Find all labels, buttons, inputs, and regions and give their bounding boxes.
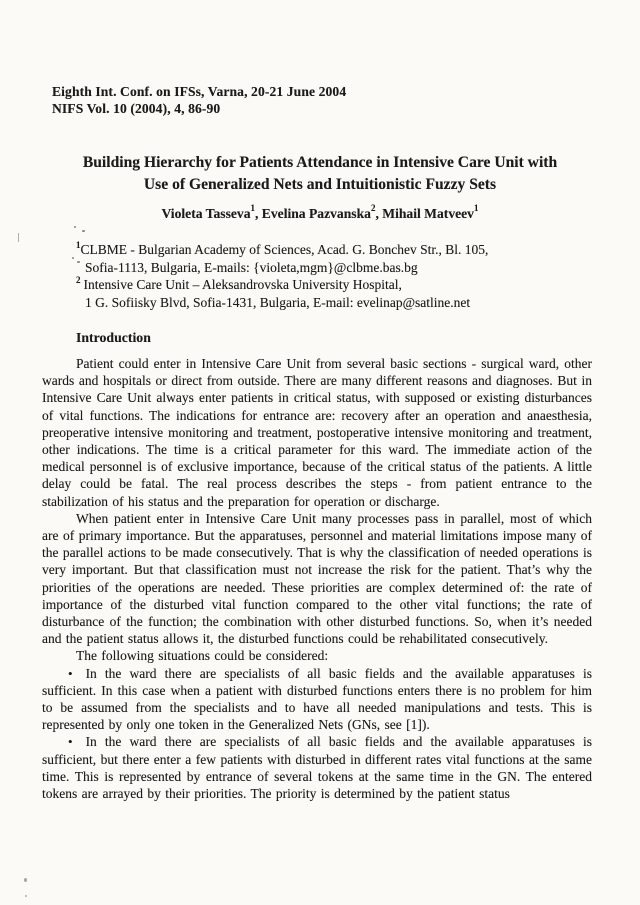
conference-name-line: Eighth Int. Conf. on IFSs, Varna, 20-21 June 2004 bbox=[52, 84, 347, 99]
body-paragraph-2: When patient enter in Intensive Care Unit many processes pass in parallel, most of which are of primary importance. But the apparatuses, personnel and material limitations impose many of the parallel actions to be made consecutively. That is why the classification of needed operations is very important. But that classification must not increase the risk for the patient. That’s why the priorities of the operations are needed. These priorities are complex determined of: the rate of importance of the disturbed vital function compared to the other vital functions; the rate of disturbance of the function; the combination with other disturbed functions. So, when it’s needed and the patient status allows it, the disturbed functions could be rehabilitated consecutively. bbox=[42, 510, 592, 647]
author-separator: , bbox=[375, 206, 383, 221]
affiliation-2-line1 bbox=[76, 276, 488, 294]
scan-artifact bbox=[18, 233, 19, 242]
author-2 bbox=[261, 203, 383, 221]
author-3 bbox=[382, 203, 479, 221]
affiliation-1-text: CLBME - Bulgarian Academy of Sciences, Acad. G. Bonchev Str., Bl. 105, bbox=[80, 242, 489, 257]
bullet-item-1-text: In the ward there are specialists of all basic fields and the available apparatuses is sufficient. In this case when a patient with disturbed functions enters there is no problem for him to be assumed from the specialists and to have all needed manipulations and tests. This is represented by only one token in the Generalized Nets (GNs, see [1]). bbox=[42, 665, 592, 733]
scan-artifact bbox=[74, 226, 76, 228]
paper-title bbox=[0, 152, 640, 196]
journal-volume-line: NIFS Vol. 10 (2004), 4, 86-90 bbox=[52, 101, 221, 116]
bullet-item-2 bbox=[42, 733, 592, 802]
scan-artifact bbox=[72, 257, 74, 259]
author-2-affil-sup: 2 bbox=[370, 203, 376, 214]
body-paragraph-3: The following situations could be considered: bbox=[76, 648, 329, 664]
body-paragraph-1: Patient could enter in Intensive Care Unit from several basic sections - surgical ward, other wards and hospitals or direct from outside. There are many different reasons and diagnoses. But in Intensive Care Unit always enter patients in critical status, with supposed or existing disturbances of vital functions. The indications for entrance are: recovery after an operation and anaesthesia, preoperative intensive monitoring and treatment, postoperative intensive monitoring and treatment, other indications. The time is a critical parameter for this ward. The immediate action of the medical personnel is of exclusive importance, because of the critical status of the patients. A little delay could be fatal. The real process describes the steps - from patient entrance to the stabilization of his status and the preparation for operation or discharge. bbox=[42, 356, 592, 509]
author-3-name: Mihail Matveev bbox=[382, 206, 474, 221]
author-separator: , bbox=[255, 206, 262, 221]
affiliation-1-sup: 1 bbox=[76, 239, 81, 250]
conference-header bbox=[52, 83, 346, 117]
bullet-marker-icon: • bbox=[68, 665, 73, 681]
affiliation-1-line1 bbox=[76, 241, 488, 259]
affiliation-2-text: Intensive Care Unit – Aleksandrovska University Hospital, bbox=[83, 277, 402, 293]
scan-artifact bbox=[24, 878, 27, 882]
paper-title-line1: Building Hierarchy for Patients Attendance in Intensive Care Unit with bbox=[82, 154, 558, 171]
section-heading-introduction: Introduction bbox=[76, 330, 151, 345]
author-1-affil-sup: 1 bbox=[250, 203, 255, 214]
paper-title-line2: Use of Generalized Nets and Intuitionistic Fuzzy Sets bbox=[143, 176, 497, 193]
affiliation-2-line2: 1 G. Sofiisky Blvd, Sofia-1431, Bulgaria, E-mail: evelinap@satline.net bbox=[85, 294, 471, 310]
affiliation-1-line2: Sofia-1113, Bulgaria, E-mails: {violeta,mgm}@clbme.bas.bg bbox=[85, 259, 418, 275]
scan-artifact bbox=[82, 230, 85, 232]
authors-line bbox=[0, 203, 640, 222]
author-2-name: Evelina Pazvanska bbox=[261, 206, 371, 221]
scan-artifact bbox=[77, 261, 80, 263]
bullet-item-2-text: In the ward there are specialists of all basic fields and the available apparatuses is sufficient, but there enter a few patients with disturbed in different rates vital functions at the same time. This is represented by entrance of several tokens at the same time in the GN. The entered tokens are arrayed by their priorities. The priority is determined by the patient status bbox=[42, 734, 592, 802]
affiliations-block bbox=[76, 241, 488, 311]
bullet-item-1 bbox=[42, 665, 592, 734]
author-1-name: Violeta Tasseva bbox=[161, 206, 251, 221]
affiliation-2-sup: 2 bbox=[76, 274, 81, 285]
scan-artifact bbox=[25, 895, 27, 897]
author-3-affil-sup: 1 bbox=[473, 203, 479, 214]
bullet-marker-icon: • bbox=[68, 734, 73, 750]
paper-body bbox=[42, 329, 592, 802]
author-1 bbox=[161, 203, 262, 221]
